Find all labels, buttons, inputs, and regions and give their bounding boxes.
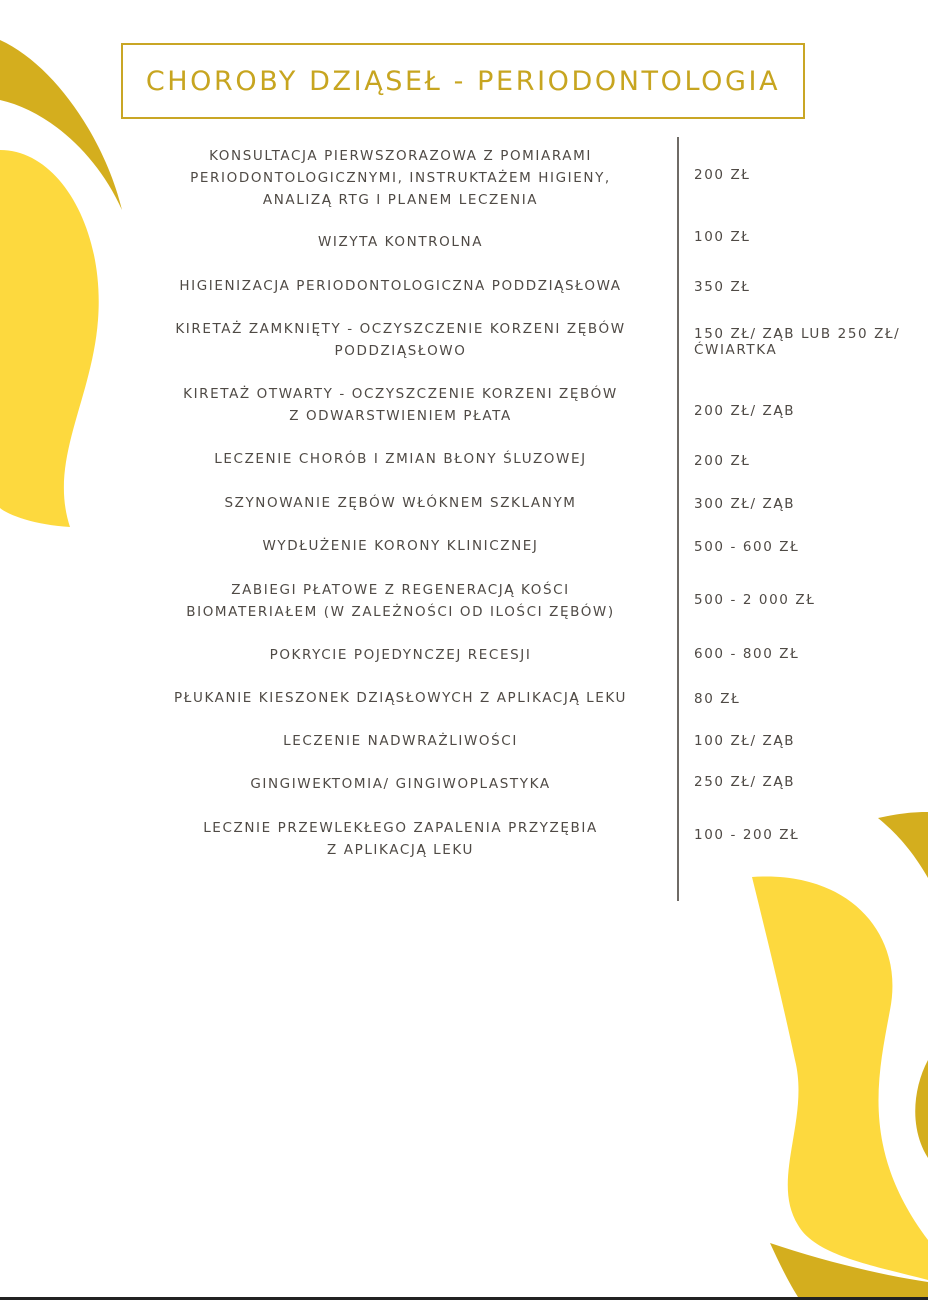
service-name: KIRETAŻ ZAMKNIĘTY - OCZYSZCZENIE KORZENI ZĘBÓW PODDZIĄSŁOWO — [175, 321, 626, 359]
swirl-top-left-yellow — [0, 150, 99, 527]
service-price: 250 ZŁ/ ZĄB — [694, 774, 796, 790]
service-name: PŁUKANIE KIESZONEK DZIĄSŁOWYCH Z APLIKACJĄ LEKU — [174, 690, 627, 706]
service-name: GINGIWEKTOMIA/ GINGIWOPLASTYKA — [250, 776, 551, 792]
service-price: 150 ZŁ/ ZĄB LUB 250 ZŁ/ ĆWIARTKA — [694, 326, 901, 358]
service-price: 200 ZŁ/ ZĄB — [694, 403, 796, 419]
service-name: WIZYTA KONTROLNA — [317, 234, 484, 250]
service-name: POKRYCIE POJEDYNCZEJ RECESJI — [269, 647, 532, 663]
service-name: HIGIENIZACJA PERIODONTOLOGICZNA PODDZIĄSŁOWA — [179, 278, 622, 294]
column-divider — [677, 137, 679, 901]
service-price: 500 - 2 000 ZŁ — [694, 592, 816, 608]
page-title: CHOROBY DZIĄSEŁ - PERIODONTOLOGIA — [145, 65, 781, 97]
swirl-bottom-right-yellow — [752, 876, 928, 1280]
service-name: WYDŁUŻENIE KORONY KLINICZNEJ — [262, 538, 539, 554]
service-price: 600 - 800 ZŁ — [694, 646, 800, 662]
service-name: KIRETAŻ OTWARTY - OCZYSZCZENIE KORZENI ZĘBÓW Z ODWARSTWIENIEM PŁATA — [183, 386, 618, 424]
service-price: 500 - 600 ZŁ — [694, 539, 800, 555]
swirl-bottom-right-dark-curl — [915, 1060, 928, 1158]
service-price: 200 ZŁ — [694, 453, 751, 469]
service-name: ZABIEGI PŁATOWE Z REGENERACJĄ KOŚCI BIOMATERIAŁEM (W ZALEŻNOŚCI OD ILOŚCI ZĘBÓW) — [186, 582, 615, 620]
service-name: KONSULTACJA PIERWSZORAZOWA Z POMIARAMI PERIODONTOLOGICZNYMI, INSTRUKTAŻEM HIGIENY, ANALIZĄ RTG I PLANEM LECZENIA — [190, 148, 611, 208]
service-price: 100 ZŁ — [694, 229, 751, 245]
title-box — [121, 43, 805, 119]
service-price: 200 ZŁ — [694, 167, 751, 183]
service-name: LECZENIE CHORÓB I ZMIAN BŁONY ŚLUZOWEJ — [214, 451, 587, 467]
service-name: SZYNOWANIE ZĘBÓW WŁÓKNEM SZKLANYM — [224, 495, 577, 511]
service-price: 100 - 200 ZŁ — [694, 827, 800, 843]
swirl-bottom-right-dark — [878, 812, 928, 878]
service-price: 100 ZŁ/ ZĄB — [694, 733, 796, 749]
service-price: 350 ZŁ — [694, 279, 751, 295]
service-price: 300 ZŁ/ ZĄB — [694, 496, 796, 512]
service-name: LECZNIE PRZEWLEKŁEGO ZAPALENIA PRZYZĘBIA Z APLIKACJĄ LEKU — [203, 820, 598, 858]
service-name: LECZENIE NADWRAŻLIWOŚCI — [283, 733, 518, 749]
service-price: 80 ZŁ — [694, 691, 741, 707]
